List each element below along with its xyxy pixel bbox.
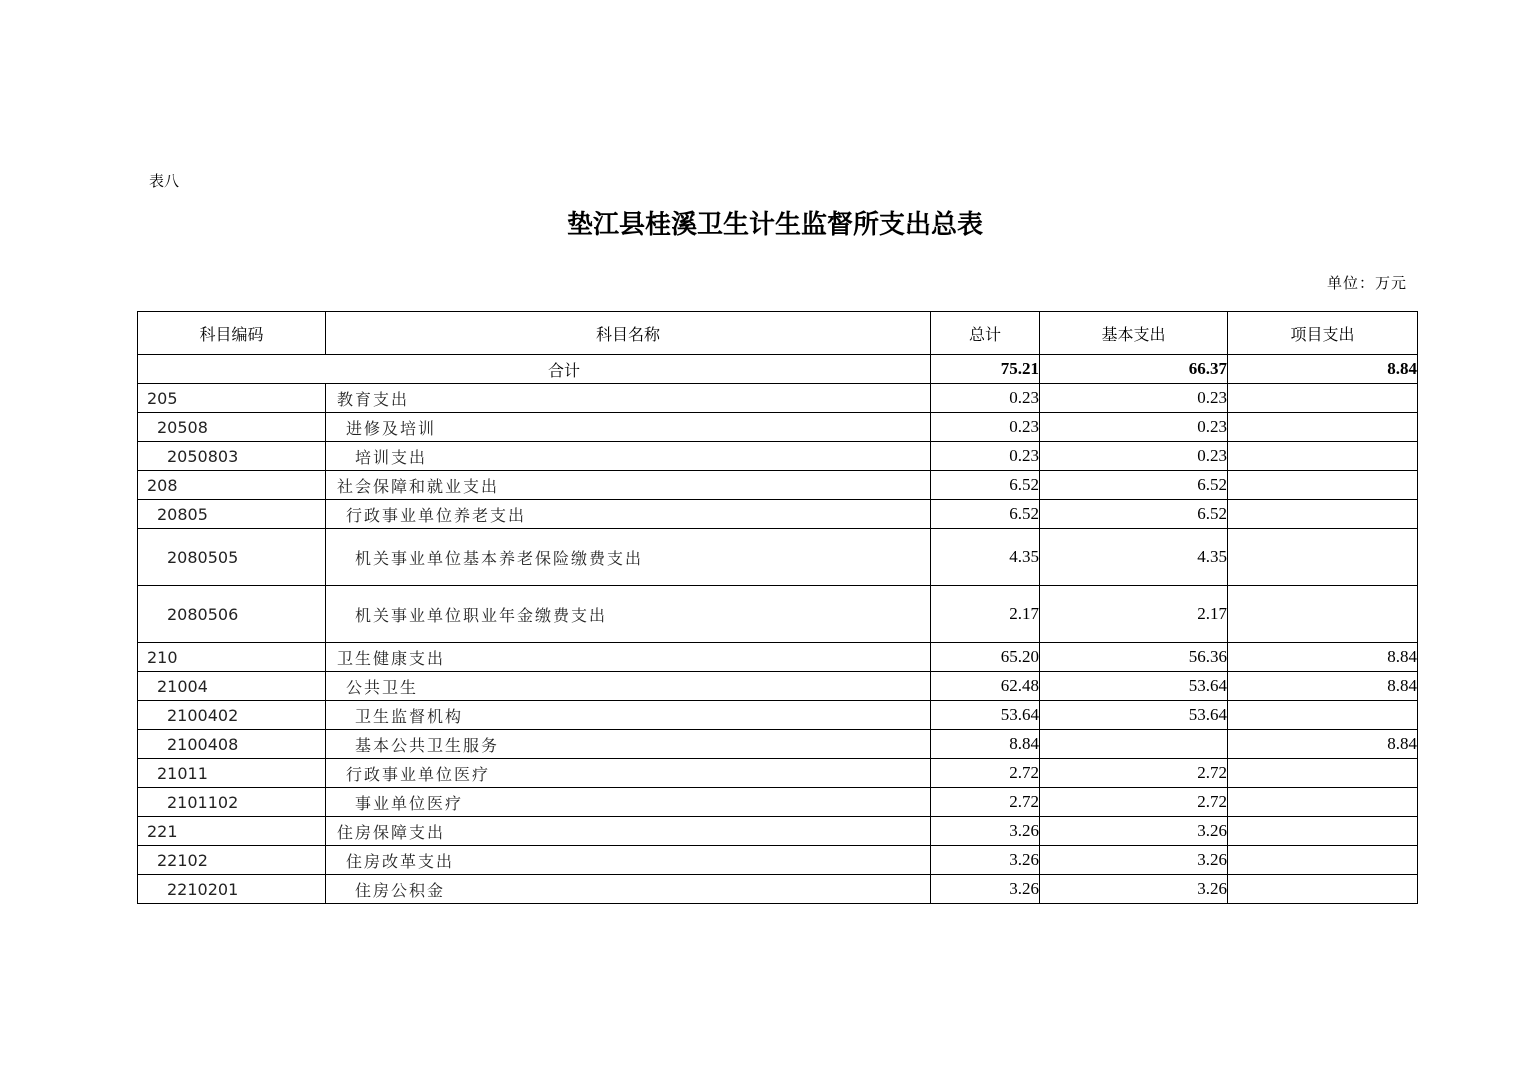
cell-code: 20805 (138, 500, 326, 529)
cell-basic: 0.23 (1040, 442, 1228, 471)
cell-basic: 4.35 (1040, 529, 1228, 586)
cell-basic: 53.64 (1040, 672, 1228, 701)
cell-code: 208 (138, 471, 326, 500)
table-label: 表八 (149, 172, 180, 190)
cell-project (1228, 759, 1418, 788)
cell-total: 3.26 (931, 875, 1040, 904)
cell-basic: 0.23 (1040, 413, 1228, 442)
cell-basic: 0.23 (1040, 384, 1228, 413)
unit-note: 单位：万元 (1326, 274, 1407, 292)
cell-basic: 6.52 (1040, 471, 1228, 500)
cell-name: 机关事业单位职业年金缴费支出 (326, 586, 931, 643)
cell-name: 卫生健康支出 (326, 643, 931, 672)
cell-total: 0.23 (931, 413, 1040, 442)
cell-basic: 6.52 (1040, 500, 1228, 529)
cell-name: 住房公积金 (326, 875, 931, 904)
cell-project (1228, 500, 1418, 529)
cell-total: 0.23 (931, 384, 1040, 413)
cell-project (1228, 529, 1418, 586)
cell-name: 进修及培训 (326, 413, 931, 442)
table-row (138, 701, 1418, 730)
header-name: 科目名称 (326, 312, 931, 355)
cell-basic: 2.17 (1040, 586, 1228, 643)
cell-basic: 56.36 (1040, 643, 1228, 672)
cell-project (1228, 788, 1418, 817)
cell-name: 培训支出 (326, 442, 931, 471)
cell-code: 2101102 (138, 788, 326, 817)
total-project: 8.84 (1228, 355, 1418, 384)
cell-name: 教育支出 (326, 384, 931, 413)
table-row (138, 788, 1418, 817)
header-project: 项目支出 (1228, 312, 1418, 355)
header-basic: 基本支出 (1040, 312, 1228, 355)
table-row (138, 730, 1418, 759)
cell-project: 8.84 (1228, 643, 1418, 672)
table-row (138, 643, 1418, 672)
cell-code: 2080506 (138, 586, 326, 643)
cell-project (1228, 413, 1418, 442)
cell-basic: 2.72 (1040, 788, 1228, 817)
cell-name: 基本公共卫生服务 (326, 730, 931, 759)
cell-total: 3.26 (931, 846, 1040, 875)
cell-total: 0.23 (931, 442, 1040, 471)
cell-total: 6.52 (931, 500, 1040, 529)
cell-project (1228, 817, 1418, 846)
total-basic: 66.37 (1040, 355, 1228, 384)
cell-project (1228, 846, 1418, 875)
cell-total: 2.72 (931, 788, 1040, 817)
cell-name: 机关事业单位基本养老保险缴费支出 (326, 529, 931, 586)
cell-code: 2050803 (138, 442, 326, 471)
cell-project (1228, 875, 1418, 904)
cell-code: 2100408 (138, 730, 326, 759)
cell-name: 行政事业单位养老支出 (326, 500, 931, 529)
cell-total: 3.26 (931, 817, 1040, 846)
page-title: 垫江县桂溪卫生计生监督所支出总表 (566, 210, 983, 240)
cell-name: 公共卫生 (326, 672, 931, 701)
cell-basic: 3.26 (1040, 875, 1228, 904)
cell-name: 住房改革支出 (326, 846, 931, 875)
cell-code: 21004 (138, 672, 326, 701)
table-row (138, 471, 1418, 500)
cell-code: 21011 (138, 759, 326, 788)
cell-basic (1040, 730, 1228, 759)
cell-total: 2.17 (931, 586, 1040, 643)
table-row (138, 529, 1418, 586)
cell-total: 2.72 (931, 759, 1040, 788)
cell-code: 210 (138, 643, 326, 672)
total-row (138, 355, 1418, 384)
table-row (138, 384, 1418, 413)
cell-code: 2210201 (138, 875, 326, 904)
cell-total: 53.64 (931, 701, 1040, 730)
cell-project (1228, 701, 1418, 730)
cell-project (1228, 442, 1418, 471)
cell-basic: 3.26 (1040, 817, 1228, 846)
table-row (138, 672, 1418, 701)
cell-basic: 53.64 (1040, 701, 1228, 730)
cell-code: 22102 (138, 846, 326, 875)
cell-project (1228, 384, 1418, 413)
cell-code: 2100402 (138, 701, 326, 730)
table-row (138, 875, 1418, 904)
cell-code: 221 (138, 817, 326, 846)
header-code: 科目编码 (138, 312, 326, 355)
cell-name: 事业单位医疗 (326, 788, 931, 817)
expenditure-table (137, 311, 1418, 904)
cell-name: 卫生监督机构 (326, 701, 931, 730)
cell-name: 住房保障支出 (326, 817, 931, 846)
header-total: 总计 (931, 312, 1040, 355)
table-row (138, 759, 1418, 788)
cell-code: 2080505 (138, 529, 326, 586)
cell-code: 20508 (138, 413, 326, 442)
cell-project (1228, 471, 1418, 500)
table-row (138, 817, 1418, 846)
table-row (138, 442, 1418, 471)
cell-project: 8.84 (1228, 730, 1418, 759)
cell-total: 4.35 (931, 529, 1040, 586)
cell-total: 65.20 (931, 643, 1040, 672)
table-row (138, 586, 1418, 643)
cell-project (1228, 586, 1418, 643)
cell-total: 6.52 (931, 471, 1040, 500)
table-row (138, 846, 1418, 875)
cell-total: 62.48 (931, 672, 1040, 701)
cell-total: 8.84 (931, 730, 1040, 759)
total-sum: 75.21 (931, 355, 1040, 384)
table-row (138, 413, 1418, 442)
cell-basic: 2.72 (1040, 759, 1228, 788)
cell-name: 社会保障和就业支出 (326, 471, 931, 500)
cell-name: 行政事业单位医疗 (326, 759, 931, 788)
cell-project: 8.84 (1228, 672, 1418, 701)
table-header-row (138, 312, 1418, 355)
total-label: 合计 (138, 355, 931, 384)
table-row (138, 500, 1418, 529)
cell-basic: 3.26 (1040, 846, 1228, 875)
cell-code: 205 (138, 384, 326, 413)
